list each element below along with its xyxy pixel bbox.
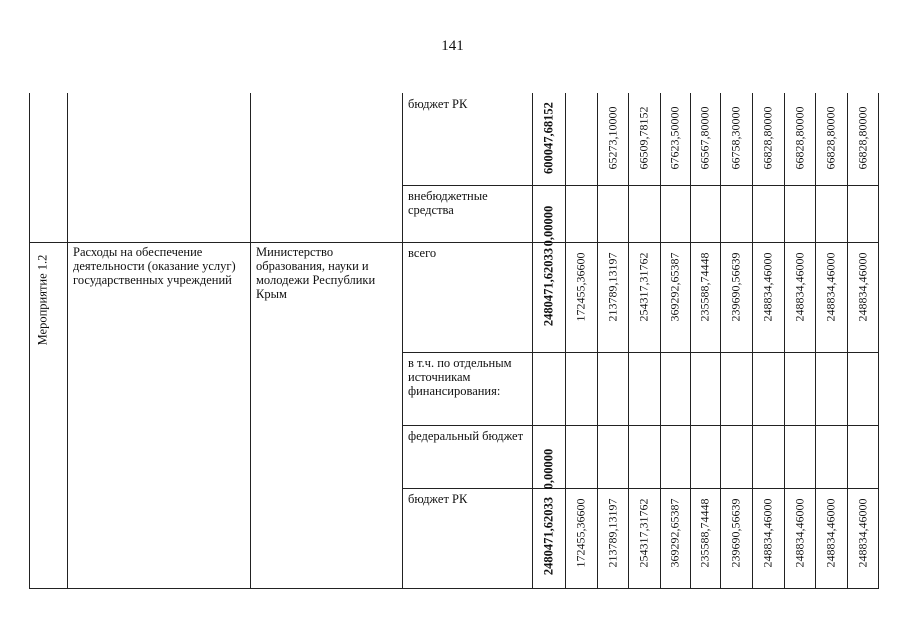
column-line [720,93,721,588]
year-value: 248834,46000 [792,498,806,568]
row-line [402,425,879,426]
column-line [565,93,566,588]
year-value: 248834,46000 [855,252,869,322]
year-value: 66828,80000 [792,106,806,170]
total-value: 0,00000 [541,448,555,489]
column-line [690,93,691,588]
year-value: 248834,46000 [823,252,838,322]
year-value: 66828,80000 [855,106,869,170]
total-value: 2480471,62033 [541,496,555,576]
column-line [784,93,785,588]
row-line [402,185,879,186]
year-value: 66509,78152 [636,106,651,170]
column-line [847,93,848,588]
measure-name: Расходы на обеспечение деятельности (оказание услуг) государственных учреждений [73,245,236,287]
funding-source: в т.ч. по отдельным источникам финансирования: [408,356,512,398]
year-value: 65273,10000 [605,106,619,170]
year-value: 66828,80000 [823,106,838,170]
year-value: 369292,65387 [667,252,682,322]
year-value: 235588,74448 [697,252,712,322]
column-line [597,93,598,588]
year-value: 248834,46000 [823,498,838,568]
column-line [532,93,533,588]
year-value: 369292,65387 [667,498,682,568]
column-line [660,93,661,588]
column-line [752,93,753,588]
year-value: 66758,30000 [728,106,743,170]
year-value: 248834,46000 [760,498,775,568]
page-number: 141 [441,38,464,54]
year-value: 248834,46000 [760,252,775,322]
row-line [402,352,879,353]
year-value: 239690,56639 [728,498,743,568]
year-value: 213789,13197 [605,252,619,322]
row-line [29,588,879,589]
year-value: 254317,31762 [636,498,651,568]
year-value: 67623,50000 [667,106,682,170]
row-line [29,242,879,243]
measure-label: Мероприятие 1.2 [35,254,50,346]
year-value: 248834,46000 [855,498,869,568]
year-value: 66828,80000 [760,106,775,170]
year-value: 254317,31762 [636,252,651,322]
column-line [628,93,629,588]
year-value: 66567,80000 [697,106,712,170]
funding-source: внебюджетные средства [408,189,488,217]
column-line [815,93,816,588]
row-line [402,488,879,489]
funding-source: федеральный бюджет [408,429,524,443]
total-value: 0,00000 [541,205,555,246]
funding-source: бюджет РК [408,97,468,111]
column-line [67,93,68,588]
year-value: 248834,46000 [792,252,806,322]
year-value: 235588,74448 [697,498,712,568]
funding-source: всего [408,246,437,260]
year-value: 239690,56639 [728,252,743,322]
total-value: 2480471,62033 [541,247,555,327]
funding-source: бюджет РК [408,492,468,506]
column-line [878,93,879,588]
total-value: 600047,68152 [541,102,555,174]
column-line [250,93,251,588]
measure-executor: Министерство образования, науки и молодежи Республики Крым [256,245,376,301]
column-line [29,93,30,588]
year-value: 172455,36600 [573,252,588,322]
year-value: 172455,36600 [573,498,588,568]
column-line [402,93,403,588]
year-value: 213789,13197 [605,498,619,568]
